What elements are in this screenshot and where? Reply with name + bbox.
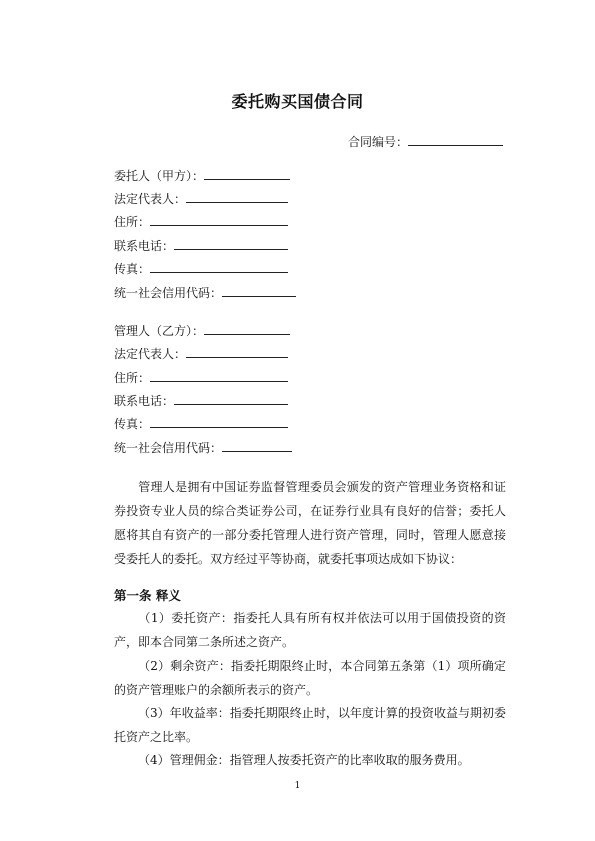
fill-blank bbox=[174, 392, 288, 405]
preamble-text: 管理人是拥有中国证券监督管理委员会颁发的资产管理业务资格和证券投资专业人员的综合类证券公司，在证券行业具有良好的信誉；委托人愿将其自有资产的一部分委托管理人进行资产管理，同时，管理人愿意接受委托人的委托。双方经过平等协商，就委托事项达成如下协议： bbox=[114, 480, 506, 566]
field-label: 传真： bbox=[114, 262, 151, 276]
fill-blank bbox=[204, 322, 290, 335]
field-label: 联系电话： bbox=[114, 394, 175, 408]
fill-blank bbox=[150, 213, 288, 226]
party-b-credit-code-field bbox=[114, 439, 292, 456]
fill-blank bbox=[150, 415, 288, 428]
document-title: 委托购买国债合同 bbox=[231, 92, 364, 111]
article-1-item bbox=[114, 654, 506, 702]
article-item-text: （4）管理佣金：指管理人按委托资产的比率收取的服务费用。 bbox=[138, 753, 470, 767]
fill-blank bbox=[222, 439, 292, 452]
field-label: 住所： bbox=[114, 215, 151, 229]
field-label: 传真： bbox=[114, 417, 151, 431]
party-a-legal-rep-field bbox=[114, 190, 288, 207]
contract-number-field bbox=[348, 133, 503, 150]
field-label: 住所： bbox=[114, 371, 151, 385]
fill-blank bbox=[204, 167, 290, 180]
fill-blank bbox=[222, 284, 296, 297]
party-a-phone-field bbox=[114, 237, 288, 254]
article-1-item bbox=[114, 701, 506, 749]
article-item-text: （1）委托资产：指委托人具有所有权并依法可以用于国债投资的资产，即本合同第二条所述之资产。 bbox=[114, 611, 506, 649]
field-label: 管理人（乙方）： bbox=[114, 324, 205, 338]
party-b-name-field bbox=[114, 322, 290, 339]
article-item-text: （3）年收益率：指委托期限终止时，以年度计算的投资收益与期初委托资产之比率。 bbox=[114, 706, 506, 744]
party-a-fax-field bbox=[114, 260, 288, 277]
contract-number-label: 合同编号： bbox=[348, 135, 409, 149]
fill-blank bbox=[150, 260, 288, 273]
contract-number-blank bbox=[408, 133, 503, 146]
field-label: 统一社会信用代码： bbox=[114, 441, 223, 455]
party-b-address-field bbox=[114, 369, 288, 386]
fill-blank bbox=[174, 237, 288, 250]
party-a-credit-code-field bbox=[114, 284, 296, 301]
field-label: 法定代表人： bbox=[114, 192, 187, 206]
article-1-item bbox=[114, 748, 506, 772]
party-b-legal-rep-field bbox=[114, 345, 288, 362]
field-label: 统一社会信用代码： bbox=[114, 286, 223, 300]
preamble-paragraph bbox=[114, 475, 506, 571]
fill-blank bbox=[150, 369, 288, 382]
fill-blank bbox=[186, 190, 288, 203]
party-a-address-field bbox=[114, 213, 288, 230]
field-label: 委托人（甲方）： bbox=[114, 169, 205, 183]
article-1-heading: 第一条 释义 bbox=[114, 588, 181, 603]
article-1-item bbox=[114, 606, 506, 654]
page-number: 1 bbox=[294, 781, 301, 791]
field-label: 联系电话： bbox=[114, 239, 175, 253]
party-a-name-field bbox=[114, 167, 290, 184]
party-b-fax-field bbox=[114, 415, 288, 432]
party-b-phone-field bbox=[114, 392, 288, 409]
field-label: 法定代表人： bbox=[114, 347, 187, 361]
article-item-text: （2）剩余资产：指委托期限终止时，本合同第五条第（1）项所确定的资产管理账户的余额所表示的资产。 bbox=[114, 659, 506, 697]
fill-blank bbox=[186, 345, 288, 358]
